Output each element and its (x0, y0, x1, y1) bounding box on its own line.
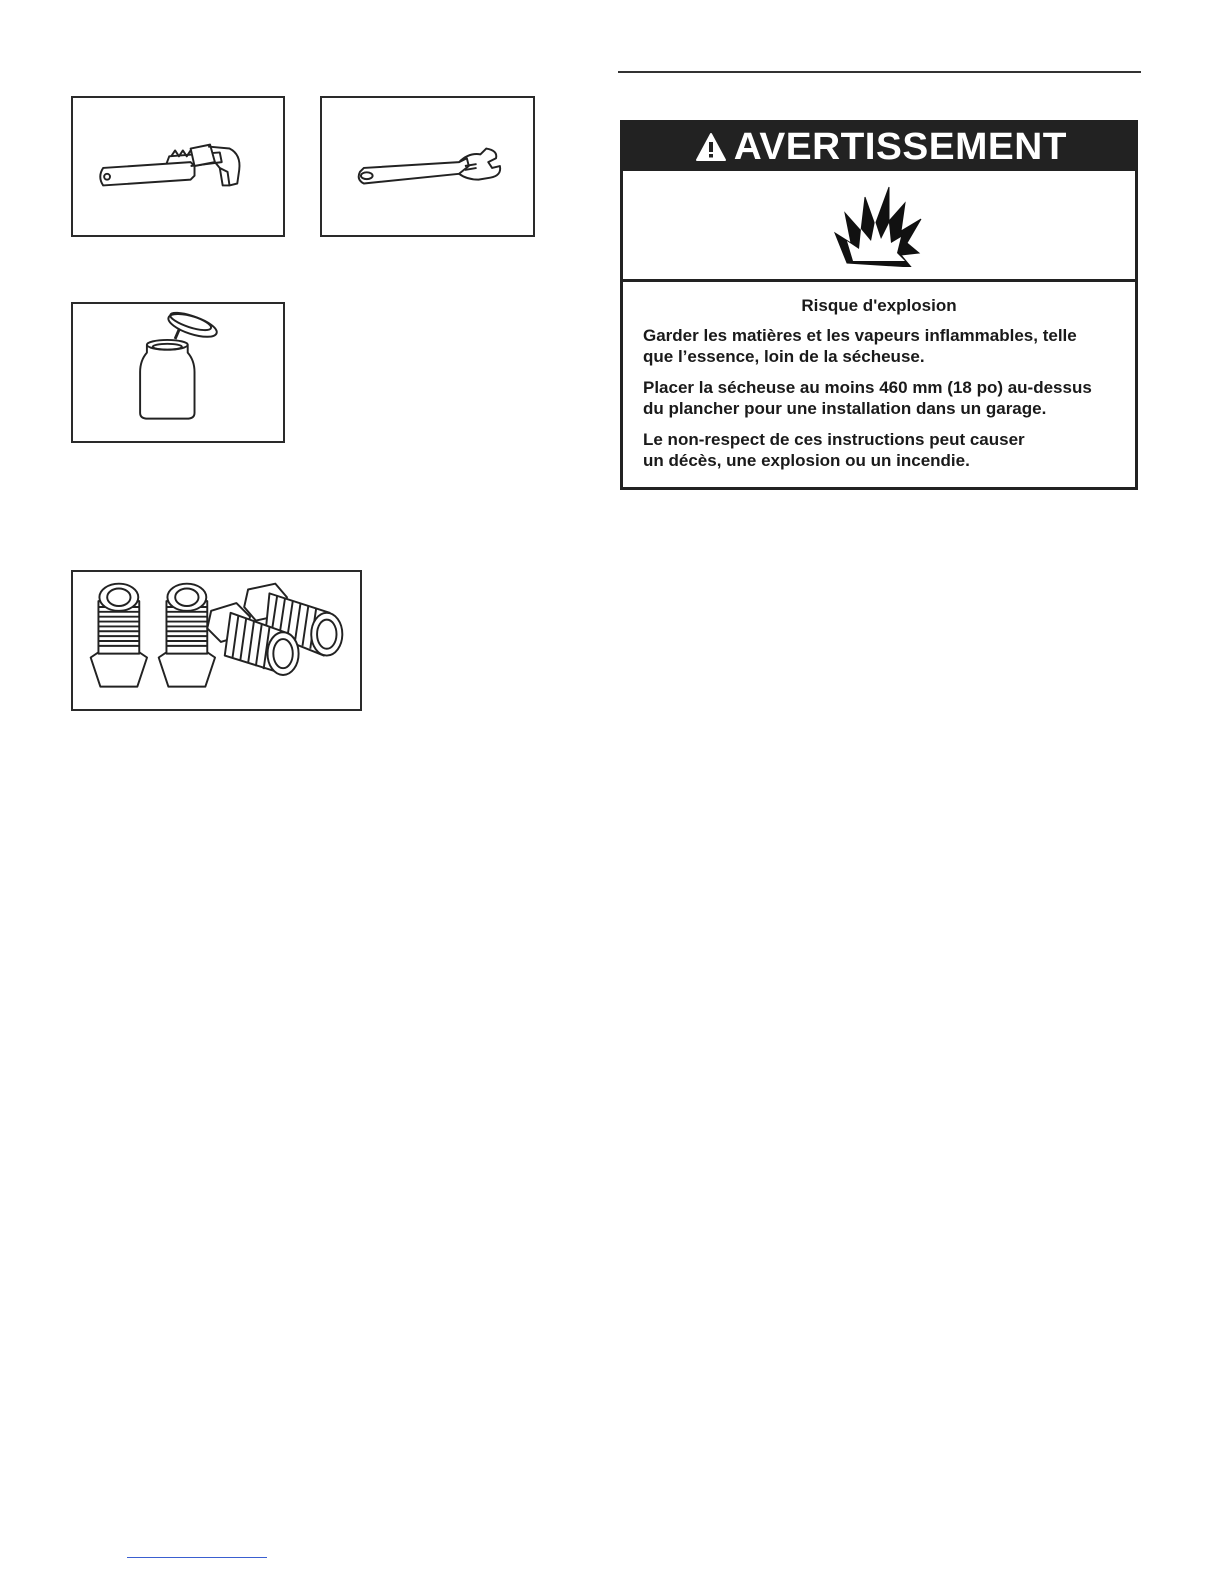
warning-line: Garder les matières et les vapeurs inflammables, telle (643, 326, 1077, 345)
warning-paragraph-flammables (643, 325, 1115, 367)
warning-box (620, 120, 1138, 490)
warning-symbol-area (623, 171, 1135, 282)
footer-link-underline[interactable] (127, 1557, 267, 1558)
sealant-jar-icon (73, 304, 283, 441)
warning-line: que l’essence, loin de la sécheuse. (643, 347, 925, 366)
warning-body (623, 282, 1135, 471)
hazard-heading: Risque d'explosion (801, 296, 957, 315)
section-divider (618, 71, 1141, 73)
pipe-wrench-figure (71, 96, 285, 237)
pipe-fittings-icon (73, 572, 360, 709)
pipe-wrench-icon (73, 98, 283, 235)
explosion-icon (831, 183, 927, 267)
adjustable-wrench-figure (320, 96, 535, 237)
warning-triangle-icon (695, 132, 727, 162)
warning-paragraph-garage (643, 377, 1115, 419)
warning-paragraph-consequence (643, 429, 1115, 471)
warning-line: Placer la sécheuse au moins 460 mm (18 po) au-dessus (643, 378, 1092, 397)
adjustable-wrench-icon (322, 98, 533, 235)
warning-line: du plancher pour une installation dans un garage. (643, 399, 1047, 418)
warning-title: AVERTISSEMENT (733, 126, 1067, 168)
pipe-fittings-figure (71, 570, 362, 711)
warning-line: Le non-respect de ces instructions peut causer (643, 430, 1025, 449)
sealant-jar-figure (71, 302, 285, 443)
warning-header (623, 123, 1135, 171)
warning-line: un décès, une explosion ou un incendie. (643, 451, 970, 470)
